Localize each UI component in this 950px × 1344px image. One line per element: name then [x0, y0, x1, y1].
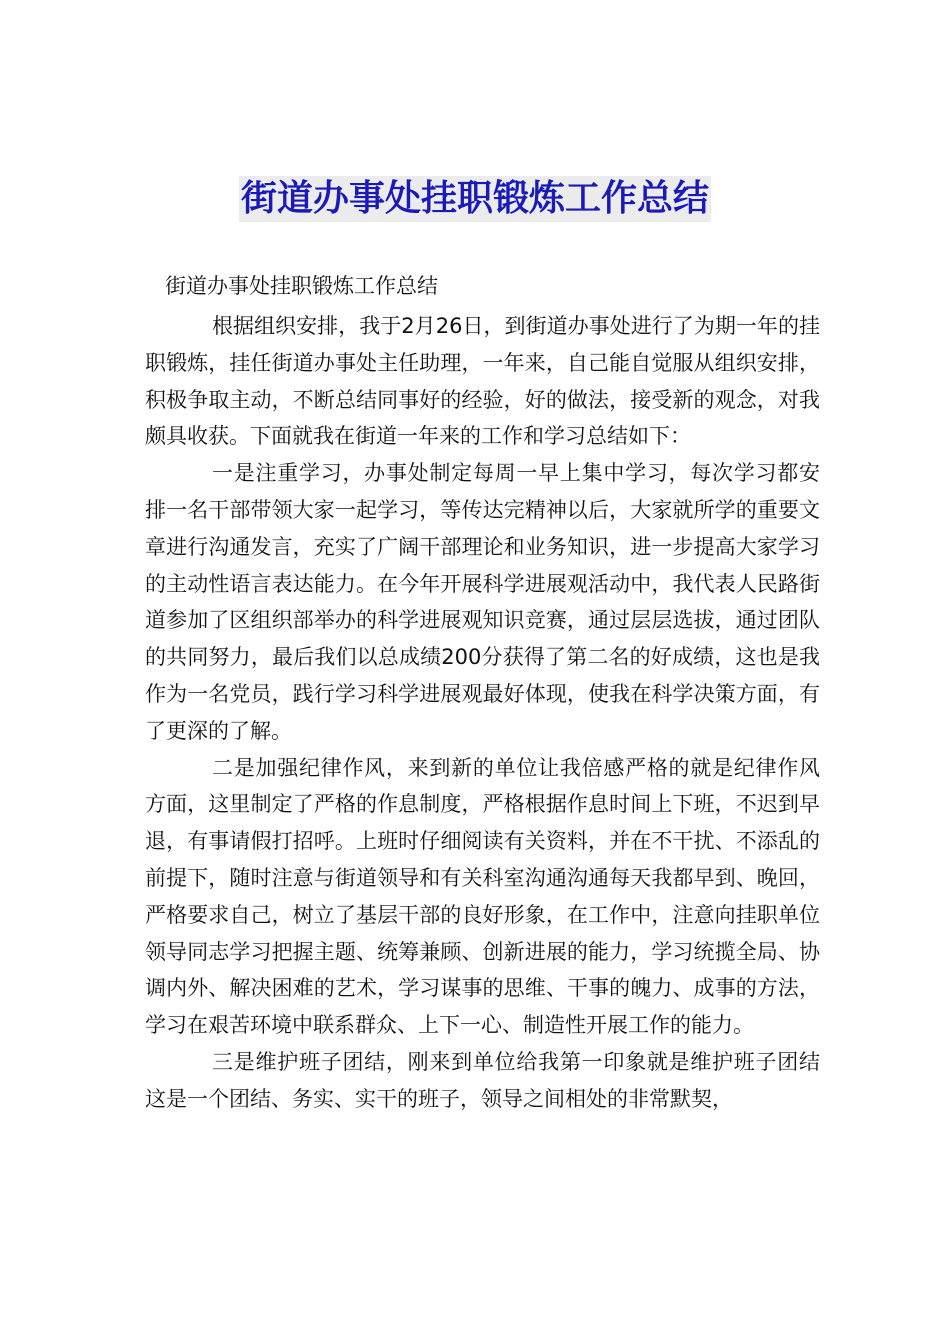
document-body: [145, 268, 820, 1118]
paragraph-4: 三是维护班子团结，刚来到单位给我第一印象就是维护班子团结这是一个团结、务实、实干的班子，领导之间相处的非常默契，: [145, 1049, 820, 1111]
document-subtitle: 街道办事处挂职锻炼工作总结: [165, 274, 438, 298]
paragraph-1: 根据组织安排，我于2月26日，到街道办事处进行了为期一年的挂职锻炼，挂任街道办事处主任助理，一年来，自己能自觉服从组织安排，积极争取主动，不断总结同事好的经验，好的做法，接受新的观念，对我颇具收获。下面就我在街道一年来的工作和学习总结如下：: [145, 314, 820, 449]
document-title: 街道办事处挂职锻炼工作总结: [239, 176, 711, 222]
paragraph-2: 一是注重学习，办事处制定每周一早上集中学习，每次学习都安排一名干部带领大家一起学习，等传达完精神以后，大家就所学的重要文章进行沟通发言，充实了广阔干部理论和业务知识，进一步提高大家学习的主动性语言表达能力。在今年开展科学进展观活动中，我代表人民路街道参加了区组织部举办的科学进展观知识竞赛，通过层层选拔，通过团队的共同努力，最后我们以总成绩200分获得了第二名的好成绩，这也是我作为一名党员，践行学习科学进展观最好体现，使我在科学决策方面，有了更深的了解。: [145, 461, 820, 743]
paragraph-3: 二是加强纪律作风，来到新的单位让我倍感严格的就是纪律作风方面，这里制定了严格的作息制度，严格根据作息时间上下班，不迟到早退，有事请假打招呼。上班时仔细阅读有关资料，并在不干扰、不添乱的前提下，随时注意与街道领导和有关科室沟通沟通每天我都早到、晚回，严格要求自己，树立了基层干部的良好形象，在工作中，注意向挂职单位领导同志学习把握主题、统筹兼顾、创新进展的能力，学习统揽全局、协调内外、解决困难的艺术，学习谋事的思维、干事的魄力、成事的方法，学习在艰苦环境中联系群众、上下一心、制造性开展工作的能力。: [145, 755, 820, 1038]
title-container: [0, 176, 950, 222]
